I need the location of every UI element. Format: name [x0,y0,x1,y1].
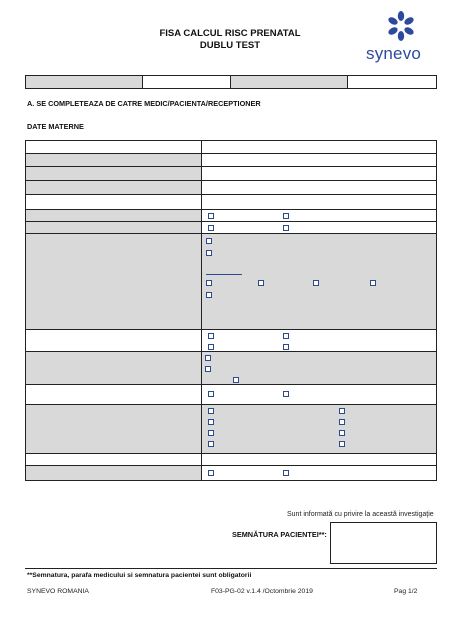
row-value[interactable] [202,195,436,209]
checkbox[interactable] [313,280,319,286]
checkbox[interactable] [339,430,345,436]
checkbox[interactable] [205,355,211,361]
brand-logo-text: synevo [366,44,422,63]
checkbox[interactable] [208,470,214,476]
row-label [26,181,202,194]
checkbox[interactable] [370,280,376,286]
row-value [202,330,436,351]
row-label [26,141,202,153]
table-row [26,167,436,181]
row-label [26,454,202,465]
table-row [26,454,436,466]
table-row [26,385,436,405]
id-cell-4[interactable] [348,76,436,88]
checkbox[interactable] [339,408,345,414]
maternal-data-table [25,140,437,481]
checkbox[interactable] [208,408,214,414]
row-value [202,352,436,384]
row-value [202,466,436,480]
checkbox[interactable] [206,250,212,256]
checkbox[interactable] [283,213,289,219]
table-row [26,466,436,480]
informed-consent-text: Sunt informată cu privire la această investigaţie [287,511,434,518]
checkbox[interactable] [206,292,212,298]
table-row [26,141,436,154]
row-value[interactable] [202,454,436,465]
row-value [202,405,436,453]
checkbox[interactable] [208,213,214,219]
checkbox[interactable] [208,391,214,397]
id-cell-2[interactable] [143,76,231,88]
table-row [26,195,436,210]
row-label [26,385,202,404]
row-value [202,222,436,233]
checkbox[interactable] [283,344,289,350]
row-value[interactable] [202,141,436,153]
patient-signature-label: SEMNĂTURA PACIENTEI**: [232,530,327,539]
form-title-line2: DUBLU TEST [199,40,261,51]
row-value[interactable] [202,154,436,166]
fill-in-line[interactable] [206,274,242,275]
checkbox[interactable] [208,344,214,350]
row-value[interactable] [202,181,436,194]
footer-company: SYNEVO ROMANIA [27,588,89,595]
checkbox[interactable] [208,333,214,339]
row-value[interactable] [202,167,436,180]
checkbox[interactable] [283,391,289,397]
patient-signature-box[interactable] [330,522,437,564]
table-row [26,234,436,330]
flower-logo-icon [388,10,414,42]
checkbox[interactable] [206,238,212,244]
row-label [26,222,202,233]
id-cell-1 [26,76,143,88]
row-value [202,385,436,404]
form-title-line1: FISA CALCUL RISC PRENATAL [159,28,301,39]
checkbox[interactable] [283,225,289,231]
row-label [26,330,202,351]
section-subheading: DATE MATERNE [27,122,84,131]
table-row [26,222,436,234]
row-label [26,234,202,329]
identification-row [25,75,437,89]
row-label [26,466,202,480]
table-row [26,210,436,222]
footer-form-code: F03-PG-02 v.1.4 /Octombrie 2019 [211,588,313,595]
checkbox[interactable] [339,441,345,447]
form-title [150,28,310,52]
checkbox[interactable] [339,419,345,425]
checkbox[interactable] [208,225,214,231]
row-label [26,167,202,180]
footer-page-number: Pag 1/2 [394,588,418,595]
checkbox[interactable] [283,470,289,476]
obligatory-note: **Semnatura, parafa medicului si semnatura pacientei sunt obligatorii [27,572,252,579]
row-label [26,210,202,221]
table-row [26,330,436,352]
row-label [26,195,202,209]
table-row [26,181,436,195]
checkbox[interactable] [208,441,214,447]
checkbox[interactable] [208,419,214,425]
row-label [26,154,202,166]
row-value [202,210,436,221]
checkbox[interactable] [208,430,214,436]
id-cell-3 [231,76,348,88]
row-value [202,234,436,329]
table-row [26,405,436,454]
checkbox[interactable] [233,377,239,383]
section-a-heading: A. SE COMPLETEAZA DE CATRE MEDIC/PACIENTA/RECEPTIONER [27,99,261,108]
table-row [26,352,436,385]
checkbox[interactable] [205,366,211,372]
footer-divider [25,568,437,569]
checkbox[interactable] [283,333,289,339]
table-row [26,154,436,167]
checkbox[interactable] [206,280,212,286]
row-label [26,405,202,453]
row-label [26,352,202,384]
checkbox[interactable] [258,280,264,286]
